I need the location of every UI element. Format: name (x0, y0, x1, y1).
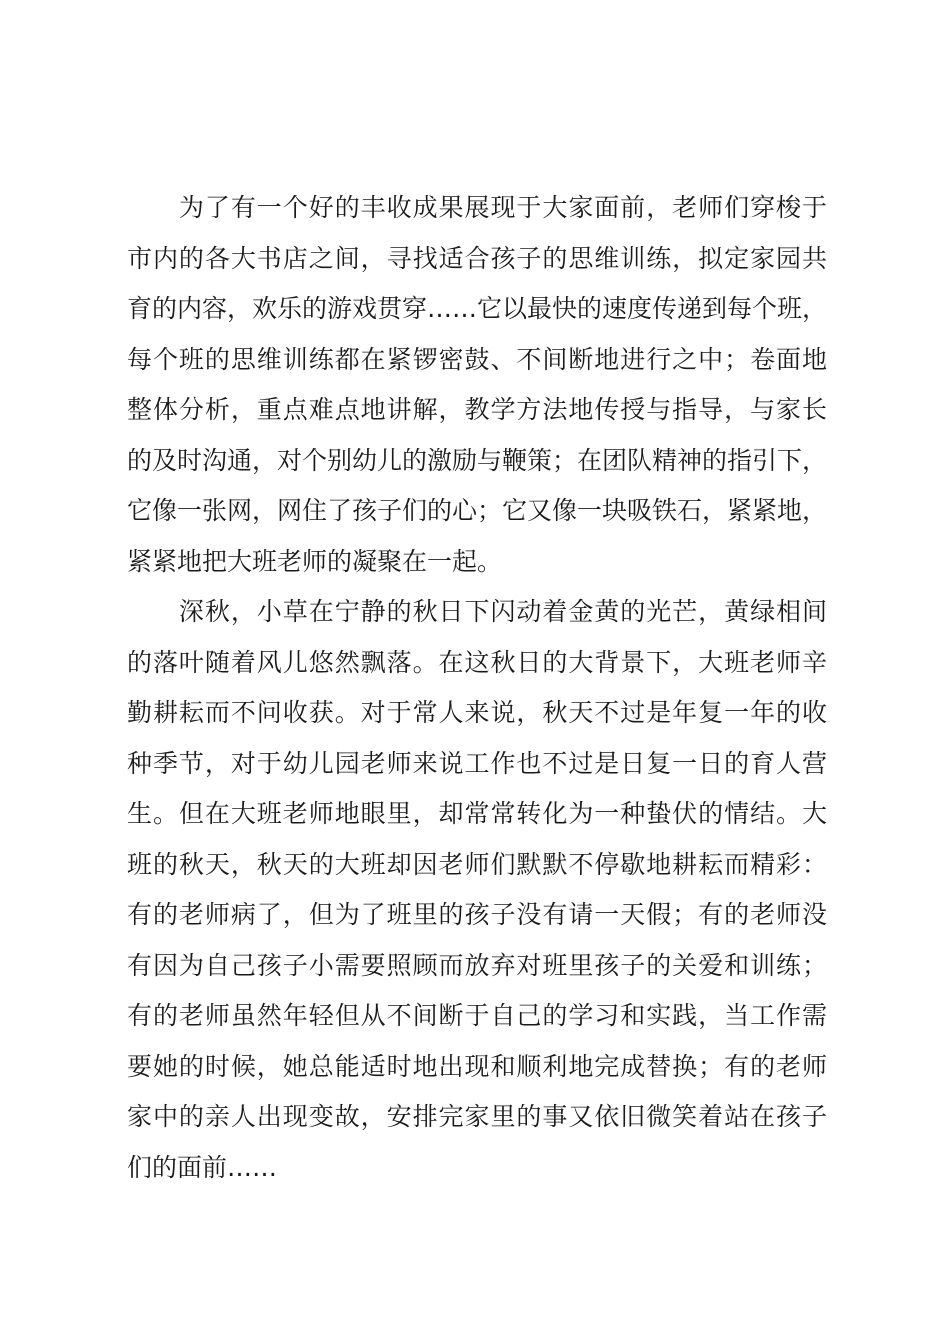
text-line: 育的内容，欢乐的游戏贯穿……它以最快的速度传递到每个班， (127, 294, 828, 323)
text-line: 的落叶随着风儿悠然飘落。在这秋日的大背景下，大班老师辛 (127, 647, 827, 677)
text-line: 家中的亲人出现变故，安排完家里的事又依旧微笑着站在孩子 (127, 1102, 827, 1131)
document-body (127, 183, 827, 1193)
text-line: 市内的各大书店之间，寻找适合孩子的思维训练，拟定家园共 (127, 243, 827, 273)
paragraph-1 (127, 183, 827, 587)
text-line: 种季节，对于幼儿园老师来说工作也不过是日复一日的育人营 (127, 748, 827, 778)
text-line: 们的面前…… (127, 1152, 278, 1182)
text-line: 紧紧地把大班老师的凝聚在一起。 (127, 546, 503, 576)
paragraph-2 (127, 587, 827, 1193)
text-line: 的及时沟通，对个别幼儿的激励与鞭策；在团队精神的指引下， (127, 445, 828, 475)
text-line: 勤耕耘而不问收获。对于常人来说，秋天不过是年复一年的收 (127, 698, 827, 727)
text-line: 要她的时候，她总能适时地出现和顺利地完成替换；有的老师 (127, 1051, 827, 1081)
text-line: 它像一张网，网住了孩子们的心；它又像一块吸铁石，紧紧地， (127, 496, 828, 525)
text-line: 每个班的思维训练都在紧锣密鼓、不间断地进行之中；卷面地 (127, 344, 827, 374)
text-line: 生。但在大班老师地眼里，却常常转化为一种蛰伏的情结。大 (127, 799, 827, 828)
text-line: 有的老师虽然年轻但从不间断于自己的学习和实践，当工作需 (127, 1001, 827, 1030)
text-line: 有因为自己孩子小需要照顾而放弃对班里孩子的关爱和训练； (127, 950, 827, 980)
text-line: 整体分析，重点难点地讲解，教学方法地传授与指导，与家长 (127, 395, 827, 424)
text-line: 深秋，小草在宁静的秋日下闪动着金黄的光芒，黄绿相间 (127, 597, 827, 626)
text-line: 班的秋天，秋天的大班却因老师们默默不停歇地耕耘而精彩： (127, 849, 827, 879)
text-line: 为了有一个好的丰收成果展现于大家面前，老师们穿梭于 (127, 193, 827, 222)
text-line: 有的老师病了，但为了班里的孩子没有请一天假；有的老师没 (127, 900, 827, 929)
